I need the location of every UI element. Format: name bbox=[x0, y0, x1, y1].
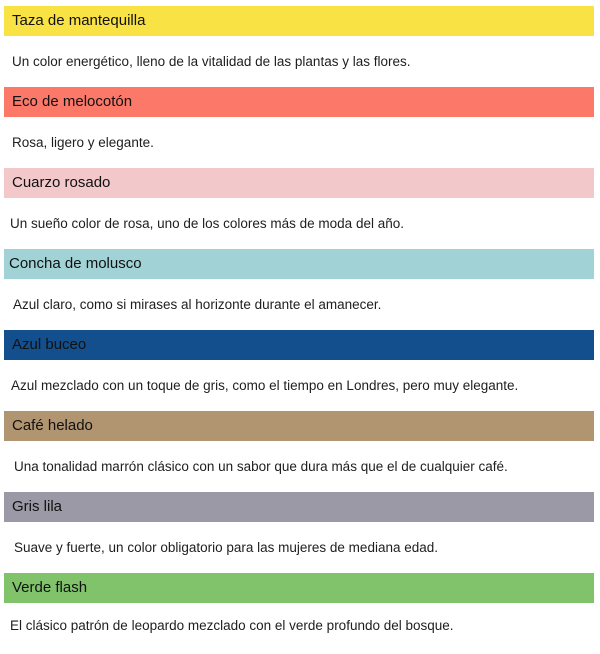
color-entry bbox=[4, 6, 594, 87]
color-description: Suave y fuerte, un color obligatorio para las mujeres de mediana edad. bbox=[14, 540, 439, 555]
color-band bbox=[4, 6, 594, 36]
color-name: Verde flash bbox=[12, 579, 88, 596]
color-description: Rosa, ligero y elegante. bbox=[12, 135, 154, 150]
color-description: Azul claro, como si mirases al horizonte durante el amanecer. bbox=[13, 297, 382, 312]
color-band bbox=[4, 168, 594, 198]
color-entry bbox=[4, 411, 594, 492]
color-band bbox=[4, 411, 594, 441]
color-list bbox=[4, 6, 594, 654]
color-name: Concha de molusco bbox=[9, 255, 142, 272]
color-entry bbox=[4, 492, 594, 573]
color-band bbox=[4, 87, 594, 117]
color-description: Azul mezclado con un toque de gris, como el tiempo en Londres, pero muy elegante. bbox=[11, 378, 519, 393]
color-name: Eco de melocotón bbox=[12, 93, 133, 110]
color-entry bbox=[4, 87, 594, 168]
color-entry bbox=[4, 168, 594, 249]
color-entry bbox=[4, 249, 594, 330]
color-description: Un sueño color de rosa, uno de los colores más de moda del año. bbox=[10, 216, 404, 231]
color-name: Cuarzo rosado bbox=[12, 174, 111, 191]
color-name: Café helado bbox=[12, 417, 93, 434]
color-description: Un color energético, lleno de la vitalidad de las plantas y las flores. bbox=[12, 54, 411, 69]
color-name: Azul buceo bbox=[12, 336, 87, 353]
color-description: El clásico patrón de leopardo mezclado con el verde profundo del bosque. bbox=[10, 618, 454, 633]
color-band bbox=[4, 249, 594, 279]
color-band bbox=[4, 492, 594, 522]
color-name: Taza de mantequilla bbox=[12, 12, 146, 29]
color-name: Gris lila bbox=[12, 498, 63, 515]
color-band bbox=[4, 330, 594, 360]
color-description: Una tonalidad marrón clásico con un sabor que dura más que el de cualquier café. bbox=[14, 459, 508, 474]
color-band bbox=[4, 573, 594, 603]
color-entry bbox=[4, 330, 594, 411]
